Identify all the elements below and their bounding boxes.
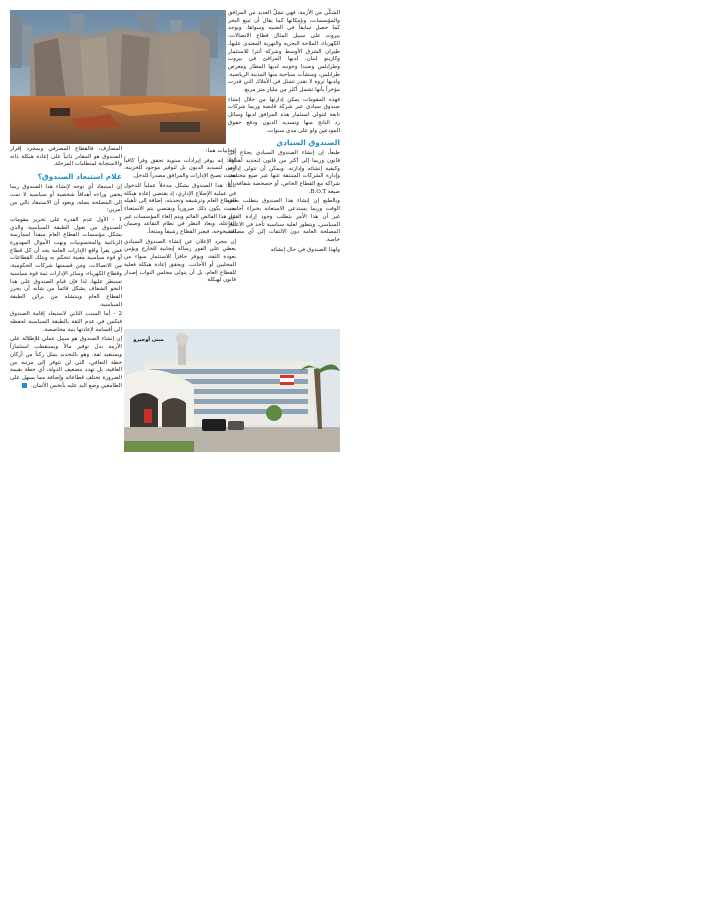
article-column-right bbox=[228, 10, 340, 256]
paragraph-final bbox=[10, 336, 122, 390]
photo-ogero-building bbox=[124, 329, 340, 452]
port-photo-graphic bbox=[10, 10, 226, 144]
paragraph: 1 - الأول عدم القدرة على تحرير مقومات الصندوق من تغول الطبقة السياسية والذي يشكل مؤسسات القطاع العام منفذاً لممارسة الزبائنية والمحسوبيات ونهب الأموال المهدورة فمن يقرأ واقع الإدارات العامة يجد أن كل قطاع أو قوة سياسية معينة تتحكم به وبتلك القطاعات من الاتصالات، ومن قسمتها شركات الحكومية، وقطاع الكهرباء، وسائر الإدارات ثمة قوة سياسية تسيطر عليها، لذا فإن قيام الصندوق على هذا النحو الشفاف يشكل قائماً من شأنه أن يحرر القطاع العام وينتشله من براثن الطبقة السياسية. bbox=[10, 216, 122, 308]
paragraph-final-text: إن إنشاء الصندوق هو سبيل عملي للإطلالة على الأزمة بدل توفير مالاً ويستقطب استثماراً ويستعيد ثقة. وهو بالتحديد يمثل ركناً من أركان خطة التعافي، التي لن تتوفر إلى مرتبة من العافية، بل تهدد بتضعيف الدولة، أي خطة بقيمة الضرورة تختلف قطاعاته وإضافة مما يسهل على الطامعين وضع اليد عليه بأبخس الأثمان. bbox=[10, 336, 122, 389]
paragraph: إن مجرد الإعلان عن إنشاء الصندوق السيادي يعطي على الفور رسالة إيجابية للخارج ويؤمن بعودة الثقة، ويوفر حافزاً للاستثمار سواء من المحليين أو الأجانب. ويحقق إعادة هيكلة فعلية للقطاع العام، بل أن يتولى مجلس النواب إصدار قانون لهيكلة bbox=[124, 238, 236, 284]
paragraph: ثانياً: هذا الصندوق يشكل مدخلاً عملياً للدخول في عملية الإصلاح الإداري، إذ يقتضي إعادة هيكلة القطاع العام وترشيقه وتحديثه، إضافة إلى تأهيله بحيث يكون ذلك ضرورياً ويقتضي بتم الاستغناء عن هذا الفائض القائم ويتم إلغاء المؤسسات غير الفاعلة، ويعاد النظر في نظام التقاعد وضمان الشيخوخة، فيعبر القطاع رشيقاً ومنتجاً. bbox=[124, 182, 236, 236]
photo-beirut-port-silos bbox=[10, 10, 226, 144]
article-column-left bbox=[10, 146, 122, 392]
section-heading-sovereign-fund: الصندوق السيادي bbox=[276, 138, 340, 148]
section-heading-why-exclude: علام استبعاد الصندوق؟ bbox=[37, 172, 122, 182]
photo-caption: مبنى أوجيرو bbox=[133, 337, 164, 343]
paragraph: فهذه المقومات يمكن إدارتها من خلال إنشاء صندوق سيادي عبر شركة قابضة وربما شركات تابعة لتتولى استثمار هذه المرافق لديها وسائل رد الناتج منها وتسديد الديون ودفع حقوق المودعين ولو على مدى سنوات. bbox=[228, 96, 340, 134]
paragraph: إن استبعاد أي توجه لإنشاء هذا الصندوق ربما يخفي وراءه أهدافاً شخصية أو سياسية لا تمت إلى المصلحة بصلة، ويعود أن الاستبعاد تالي من أمرين: bbox=[10, 184, 122, 214]
article-column-middle bbox=[124, 148, 236, 287]
paragraph: المصارف، فالقطاع المصرفي وبمجرد إقرار الصندوق هو المقادر ذاتياً على إعادة هيكلة ذاته والاستجابة لمتطلبات المرحلة. bbox=[10, 146, 122, 168]
paragraph: 2 - أما السبب الثاني لاستبعاد إقامة الصندوق فيكمن في عدم الثقة بالطبقة السياسية لحفظه إلى أقسامه لإعادتها بنية محاصصة. bbox=[10, 311, 122, 333]
paragraph: إيجابيات هما: bbox=[205, 148, 236, 154]
paragraph: الشكّي من الأزمة، فهي تشلّ العديد من المرافق والمؤسسات، وبإمكانها كما يقال أن تبيع البحر كما حصل سابقاً في الضبيه وسواها. ويوجد بيروت على سبيل المثال قطاع الاتصالات، الكهرباء، الملاحة البحرية والنهرية المعتدى عليها، طيران الشرق الأوسط وشركة أنترا للاستثمار وكازينو لبنان. لديها المرافئ في بيروت وطرابلس وصيدا وجونيه لديها المطار ومعرض طرابلس، ومنشآت سياحية منها المدينة الرياضية. ولديها ثروة لا تقدر تتمثل في الأملاك التي قدرت مؤخراً بأنها تشمل أكثر من مليار متر مربع. bbox=[228, 10, 340, 94]
paragraph: ولهذا الصندوق في حال إنشائه bbox=[270, 246, 340, 253]
building-photo-graphic bbox=[124, 329, 340, 452]
paragraph: وبالطبع إن إنشاء هذا الصندوق يتطلب بعض الوقت وربما يستدعي الاستعانة بخبراء أجانب. غير أن هذا الأمر يتطلب وجود إرادة القرار السياسي، ويتطور لعلية سياسية تأخذ في الاعتبار المصلحة العامة دون الالتفات إلى أي مصلحة خاصة. bbox=[228, 198, 340, 243]
paragraph: طبعاً، إن إنشاء الصندوق السيادي يحتاج إلى قانون وربما إلى أكثر من قانون لتحديد أهدافه وكيفية إنشائه وإدارته. ويمكن أن تتولى إدارته وإدارة الشركات المنبثقة عنها عبر صيغ مختلفة: شراكة مع القطاع الخاص، أو خصخصة شفافة، أو صيغة B.O.T. bbox=[228, 150, 340, 195]
paragraph: أولاً: إنه يوفر إيرادات سنوية تحقق وفراً كافياً ليس لتسديد الديون بل لتوفير موجود للخزينة، بحيث تصبح الإدارات والمرافق مصدراً للدخل. bbox=[124, 157, 236, 180]
article-end-mark bbox=[22, 383, 27, 388]
